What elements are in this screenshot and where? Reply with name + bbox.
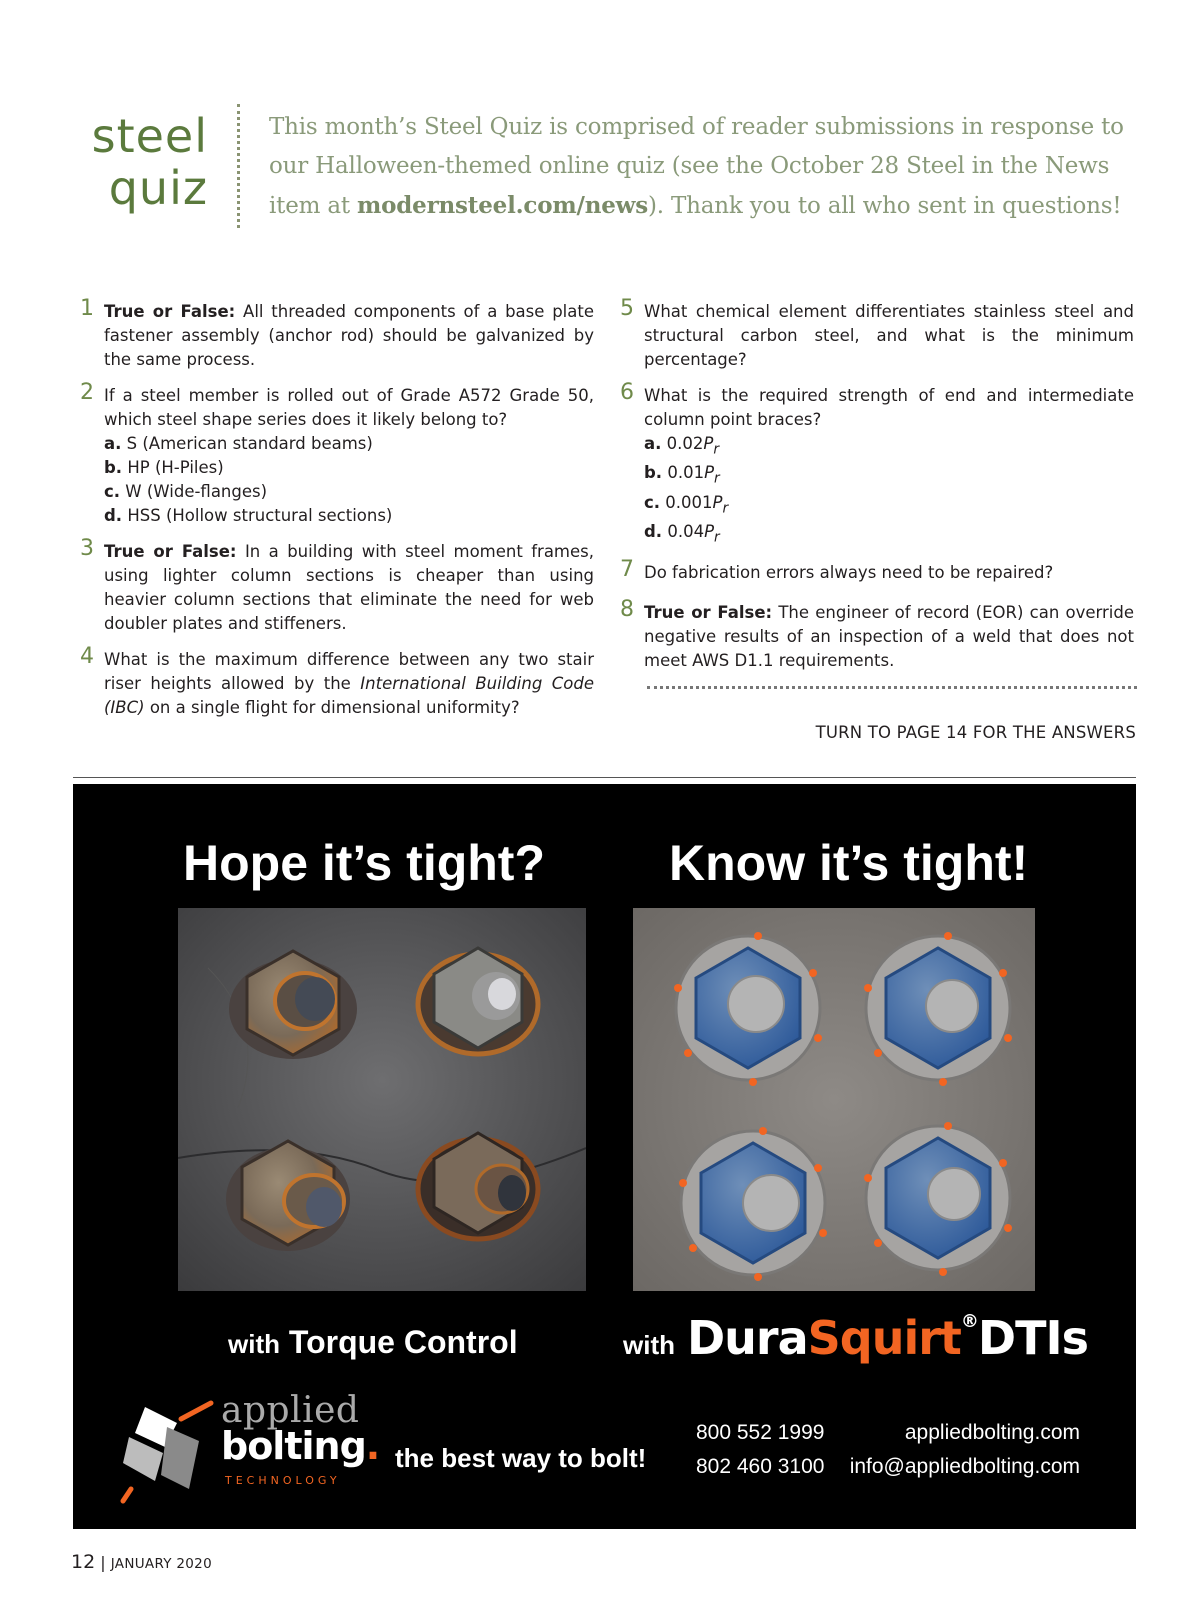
question-number: 8 <box>620 597 634 623</box>
question-text: All threaded components of a base plate fastener assembly (anchor rod) should be galvanized by the same process. <box>104 302 594 369</box>
dotted-divider-vertical <box>237 104 240 228</box>
question-text: If a steel member is rolled out of Grade A572 Grade 50, which steel shape series does it likely belong to? <box>104 386 594 429</box>
questions-right-column <box>620 296 1134 685</box>
question-text: In a building with steel moment frames, using lighter column sections is cheaper than using heavier column sections that eliminate the need for web doubler plates and stiffeners. <box>104 542 594 633</box>
issue-date: JANUARY 2020 <box>110 1556 212 1572</box>
question-6 <box>620 380 1134 549</box>
title-line-steel: steel <box>91 109 208 163</box>
footer-separator: | <box>95 1553 111 1572</box>
ad-tagline: the best way to bolt! <box>395 1443 647 1473</box>
intro-link[interactable]: modernsteel.com/news <box>357 192 649 219</box>
email-link[interactable]: info@appliedbolting.com <box>849 1455 1080 1478</box>
option-a: a. S (American standard beams) <box>104 434 373 453</box>
intro-paragraph <box>269 108 1149 226</box>
phone-2[interactable]: 802 460 3100 <box>696 1455 825 1478</box>
with-label: with <box>623 1330 675 1360</box>
question-number: 4 <box>80 644 94 669</box>
intro-text-start: This month’s Steel Quiz is comprised of reader submissions in response to our Halloween-themed online quiz (see the October 28 Steel in the News item at <box>269 114 1124 219</box>
question-2 <box>80 380 594 528</box>
ad-top-rule <box>73 777 1136 778</box>
question-text: Do fabrication errors always need to be repaired? <box>644 563 1054 583</box>
dti-bolts-photo <box>633 908 1035 1291</box>
option-d: d. HSS (Hollow structural sections) <box>104 506 393 525</box>
logo-bolting: bolting. <box>221 1424 380 1468</box>
phone-1[interactable]: 800 552 1999 <box>696 1421 825 1444</box>
question-4 <box>80 644 595 720</box>
question-8 <box>620 597 1134 673</box>
title-line-quiz: quiz <box>108 161 208 215</box>
question-number: 2 <box>80 380 94 405</box>
question-3 <box>80 536 594 636</box>
question-text: What is the maximum difference between any two stair riser heights allowed by the <box>104 650 594 693</box>
option-a: a. $0.02P_r$ <box>644 434 719 458</box>
page-number: 12 <box>71 1551 96 1573</box>
durasquirt-brand: DuraSquirt®DTIs <box>687 1311 1088 1365</box>
question-number: 5 <box>620 296 634 321</box>
intro-text-end: ). Thank you to all who sent in questions! <box>648 193 1122 219</box>
question-number: 7 <box>620 557 634 583</box>
applied-bolting-advertisement <box>73 784 1136 1529</box>
logo-applied: applied <box>221 1390 360 1431</box>
headline-hope: Hope it’s tight? <box>183 835 545 891</box>
answers-page-note: TURN TO PAGE 14 FOR THE ANSWERS <box>815 723 1136 742</box>
logo-technology: TECHNOLOGY <box>225 1474 341 1487</box>
rusty-bolts-photo <box>178 908 586 1291</box>
question-number: 1 <box>80 296 94 321</box>
true-false-label: True or False: <box>644 603 773 623</box>
website-link[interactable]: appliedbolting.com <box>904 1421 1080 1444</box>
option-d: d. $0.04P_r$ <box>644 521 720 546</box>
questions-left-column <box>80 296 595 732</box>
true-false-label: True or False: <box>104 542 237 561</box>
option-c: c. W (Wide-flanges) <box>104 482 268 501</box>
option-c: c. $0.001P_r$ <box>644 492 729 516</box>
question-number: 3 <box>80 536 94 561</box>
question-text: The engineer of record (EOR) can override negative results of an inspection of a weld that does not meet AWS D1.1 requirements. <box>644 603 1134 671</box>
page-footer <box>71 1551 212 1573</box>
dotted-divider-horizontal <box>647 686 1137 689</box>
question-7 <box>620 557 1134 585</box>
question-text: What chemical element differentiates stainless steel and structural carbon steel, and what is the minimum percentage? <box>644 302 1134 369</box>
question-5 <box>620 296 1134 372</box>
option-b: b. HP (H-Piles) <box>104 458 224 477</box>
ibc-title: International Building Code (IBC) <box>104 674 595 717</box>
question-text: What is the required strength of end and intermediate column point braces? <box>644 386 1134 429</box>
question-text-end: on a single flight for dimensional uniformity? <box>144 698 520 717</box>
question-1 <box>80 296 594 372</box>
true-false-label: True or False: <box>104 302 236 321</box>
question-number: 6 <box>620 380 634 405</box>
headline-know: Know it’s tight! <box>669 835 1029 891</box>
option-b: b. $0.01P_r$ <box>644 463 720 487</box>
torque-control-caption: with Torque Control <box>228 1324 518 1360</box>
steel-quiz-title <box>60 110 208 214</box>
